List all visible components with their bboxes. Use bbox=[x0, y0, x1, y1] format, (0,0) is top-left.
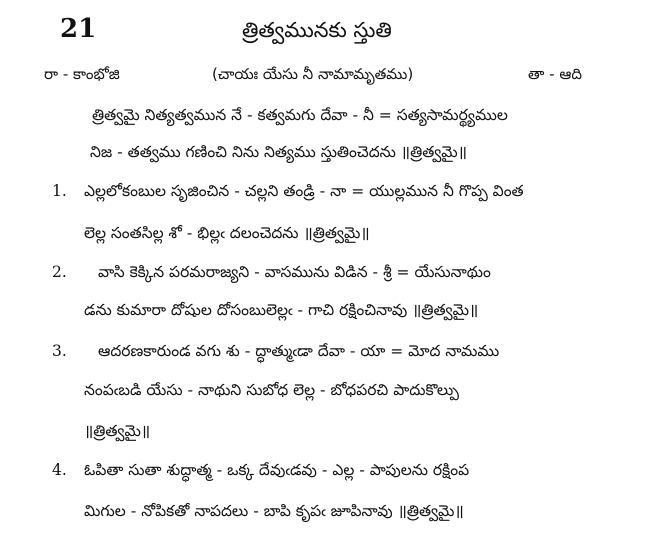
verse-number-4: 4. bbox=[52, 461, 67, 479]
hymn-number: 21 bbox=[60, 14, 97, 44]
verse-1-line-2: లెల్ల సంతసిల్ల శో - భిల్లఁ దలంచెదను ॥త్రిత్వమై॥ bbox=[84, 224, 370, 242]
verse-4-line-2: మిగుల - నోపికతో నాపదలు - బాపి కృపఁ జూపినావు ॥త్రిత్వమై॥ bbox=[84, 502, 464, 520]
hymn-title: త్రిత్వమునకు స్తుతి bbox=[242, 18, 392, 42]
verse-3-line-2: నంపఁబడి యేసు - నాథుని సుబోధ లెల్ల - బోధపరచి పాదుకొల్పు bbox=[84, 381, 459, 399]
verse-number-2: 2. bbox=[52, 263, 67, 281]
verse-number-3: 3. bbox=[52, 342, 67, 360]
tala-label: తా - ఆది bbox=[528, 65, 582, 83]
raga-label: రా - కాంభోజి bbox=[44, 65, 120, 83]
refrain-line-1: త్రిత్వమై నిత్యత్వమున నే - కత్వమగు దేవా - నీ = సత్యసామర్థ్యముల bbox=[92, 106, 508, 124]
verse-3-line-1: ఆదరణకారుండ వగు శు - ద్ధాత్ముఁడా దేవా - యా = మోద నామము bbox=[98, 342, 500, 360]
refrain-line-2: నిజ - తత్వము గణించి నిను నిత్యము స్తుతించెదను ॥త్రిత్వమై॥ bbox=[90, 143, 467, 161]
verse-1-line-1: ఎల్లలోకంబుల సృజించిన - చల్లని తండ్రి - నా = యుల్లమున నీ గొప్ప వింత bbox=[84, 182, 524, 200]
verse-number-1: 1. bbox=[52, 182, 67, 200]
verse-4-line-1: ఓపితా సుతా శుద్ధాత్మ - ఒక్క దేవుఁడవు - ఎల్ల - పాపులను రక్షింప bbox=[84, 461, 470, 479]
verse-2-line-2: డను కుమారా దోషుల దోసంబులెల్లఁ - గాచి రక్షించినావు ॥త్రిత్వమై॥ bbox=[84, 301, 479, 319]
verse-2-line-1: వాసి కెక్కిన పరమరాజ్యని - వాసమును విడిన - శ్రీ = యేసునాథుం bbox=[98, 263, 491, 281]
tune-reference: (చాయః యేసు నీ నామామృతము) bbox=[212, 65, 414, 83]
verse-3-line-3: ॥త్రిత్వమై॥ bbox=[84, 422, 151, 440]
